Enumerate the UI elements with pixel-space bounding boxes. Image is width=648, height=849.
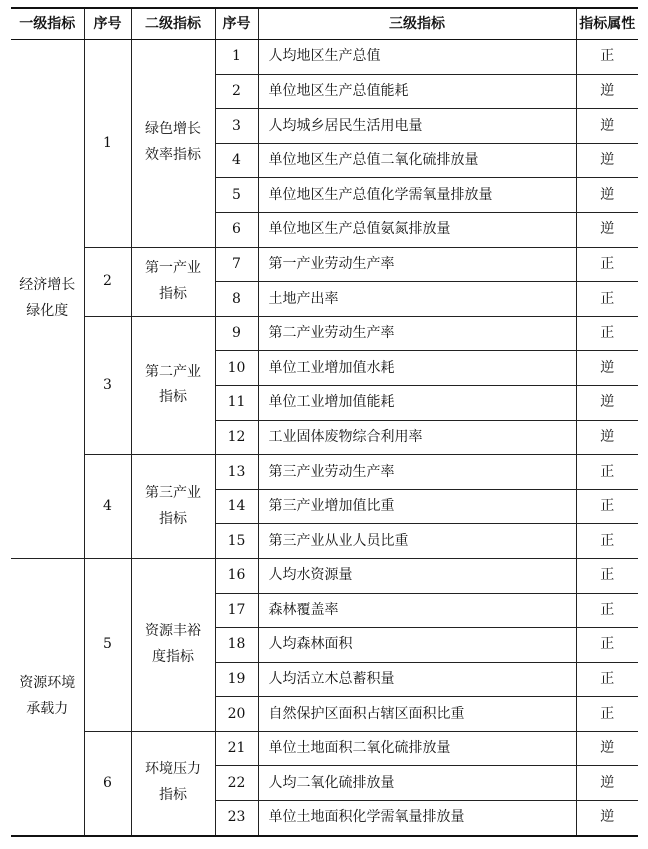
attribute-cell: 正	[576, 282, 638, 317]
level2-cell	[131, 247, 215, 316]
attribute-cell: 正	[576, 593, 638, 628]
level3-name-cell: 第三产业劳动生产率	[258, 455, 576, 490]
header-level2: 二级指标	[131, 8, 215, 40]
table-row	[11, 455, 638, 490]
level3-name-cell: 人均城乡居民生活用电量	[258, 109, 576, 144]
level3-name-cell: 单位土地面积化学需氧量排放量	[258, 801, 576, 836]
attribute-cell: 正	[576, 697, 638, 732]
level3-name-cell: 森林覆盖率	[258, 593, 576, 628]
level3-no-cell: 1	[215, 40, 258, 75]
level3-no-cell: 19	[215, 662, 258, 697]
level3-no-cell: 23	[215, 801, 258, 836]
attribute-cell: 逆	[576, 801, 638, 836]
level3-name-cell: 单位地区生产总值能耗	[258, 74, 576, 109]
level2-label-line: 指标	[159, 389, 187, 406]
attribute-cell: 逆	[576, 420, 638, 455]
attribute-cell: 正	[576, 40, 638, 75]
level3-name-cell: 第二产业劳动生产率	[258, 316, 576, 351]
level3-no-cell: 2	[215, 74, 258, 109]
indicator-table	[11, 7, 638, 837]
level2-label-line: 效率指标	[145, 147, 201, 164]
table-row	[11, 247, 638, 282]
level2-label-line: 第三产业	[145, 484, 201, 501]
attribute-cell: 逆	[576, 212, 638, 247]
level1-label-line: 承载力	[26, 700, 69, 717]
level3-name-cell: 单位地区生产总值二氧化硫排放量	[258, 143, 576, 178]
attribute-cell: 逆	[576, 385, 638, 420]
attribute-cell: 正	[576, 247, 638, 282]
level3-name-cell: 单位土地面积二氧化硫排放量	[258, 731, 576, 766]
level3-no-cell: 22	[215, 766, 258, 801]
level3-name-cell: 自然保护区面积占辖区面积比重	[258, 697, 576, 732]
level1-label-line: 绿化度	[26, 302, 69, 319]
level2-label-line: 第一产业	[145, 259, 201, 276]
level3-name-cell: 单位地区生产总值化学需氧量排放量	[258, 178, 576, 213]
level3-name-cell: 人均水资源量	[258, 558, 576, 593]
level3-name-cell: 单位地区生产总值氨氮排放量	[258, 212, 576, 247]
level3-name-cell: 第一产业劳动生产率	[258, 247, 576, 282]
level3-name-cell: 第三产业增加值比重	[258, 489, 576, 524]
level3-no-cell: 14	[215, 489, 258, 524]
level3-no-cell: 11	[215, 385, 258, 420]
level3-name-cell: 人均森林面积	[258, 628, 576, 663]
level3-name-cell: 第三产业从业人员比重	[258, 524, 576, 559]
level2-no-cell: 3	[84, 316, 131, 454]
header-row	[11, 8, 638, 40]
level2-cell	[131, 455, 215, 559]
level2-label-line: 度指标	[152, 648, 194, 665]
level3-no-cell: 7	[215, 247, 258, 282]
attribute-cell: 逆	[576, 351, 638, 386]
level2-cell	[131, 558, 215, 731]
level2-no-cell: 6	[84, 731, 131, 835]
level2-label-line: 指标	[159, 510, 187, 527]
level3-no-cell: 13	[215, 455, 258, 490]
level3-name-cell: 工业固体废物综合利用率	[258, 420, 576, 455]
table-row	[11, 40, 638, 75]
level2-label-line: 资源丰裕	[145, 623, 201, 639]
level3-no-cell: 9	[215, 316, 258, 351]
attribute-cell: 逆	[576, 74, 638, 109]
level3-name-cell: 人均地区生产总值	[258, 40, 576, 75]
level2-label-line: 环境压力	[145, 761, 201, 778]
level3-no-cell: 6	[215, 212, 258, 247]
attribute-cell: 逆	[576, 143, 638, 178]
level3-no-cell: 18	[215, 628, 258, 663]
attribute-cell: 逆	[576, 178, 638, 213]
level1-cell	[11, 558, 84, 835]
level2-no-cell: 4	[84, 455, 131, 559]
level2-cell	[131, 731, 215, 835]
attribute-cell: 正	[576, 524, 638, 559]
level2-label-line: 指标	[159, 285, 187, 302]
level2-cell	[131, 40, 215, 248]
table-row	[11, 558, 638, 593]
level2-no-cell: 2	[84, 247, 131, 316]
level3-name-cell: 单位工业增加值水耗	[258, 351, 576, 386]
header-attribute: 指标属性	[576, 8, 638, 40]
header-level3: 三级指标	[258, 8, 576, 40]
level3-no-cell: 21	[215, 731, 258, 766]
level3-no-cell: 10	[215, 351, 258, 386]
table-row	[11, 316, 638, 351]
attribute-cell: 逆	[576, 731, 638, 766]
attribute-cell: 逆	[576, 766, 638, 801]
level3-no-cell: 15	[215, 524, 258, 559]
level3-name-cell: 人均二氧化硫排放量	[258, 766, 576, 801]
level2-label-line: 第二产业	[145, 363, 201, 380]
level2-label-line: 指标	[159, 787, 187, 804]
level3-no-cell: 17	[215, 593, 258, 628]
table-row	[11, 731, 638, 766]
level3-name-cell: 土地产出率	[258, 282, 576, 317]
level3-name-cell: 单位工业增加值能耗	[258, 385, 576, 420]
header-level3-no: 序号	[215, 8, 258, 40]
level2-label-line: 绿色增长	[145, 121, 201, 138]
level1-label-line: 经济增长	[19, 277, 76, 294]
level3-no-cell: 12	[215, 420, 258, 455]
header-level1: 一级指标	[11, 8, 84, 40]
level1-label-line: 资源环境	[19, 674, 76, 691]
level3-name-cell: 人均活立木总蓄积量	[258, 662, 576, 697]
level3-no-cell: 3	[215, 109, 258, 144]
level2-no-cell: 5	[84, 558, 131, 731]
attribute-cell: 正	[576, 316, 638, 351]
attribute-cell: 正	[576, 489, 638, 524]
attribute-cell: 逆	[576, 109, 638, 144]
attribute-cell: 正	[576, 558, 638, 593]
level3-no-cell: 4	[215, 143, 258, 178]
attribute-cell: 正	[576, 662, 638, 697]
level3-no-cell: 8	[215, 282, 258, 317]
level3-no-cell: 20	[215, 697, 258, 732]
level2-no-cell: 1	[84, 40, 131, 248]
level2-cell	[131, 316, 215, 454]
level1-cell	[11, 40, 84, 559]
header-level2-no: 序号	[84, 8, 131, 40]
level3-no-cell: 5	[215, 178, 258, 213]
attribute-cell: 正	[576, 628, 638, 663]
level3-no-cell: 16	[215, 558, 258, 593]
attribute-cell: 正	[576, 455, 638, 490]
